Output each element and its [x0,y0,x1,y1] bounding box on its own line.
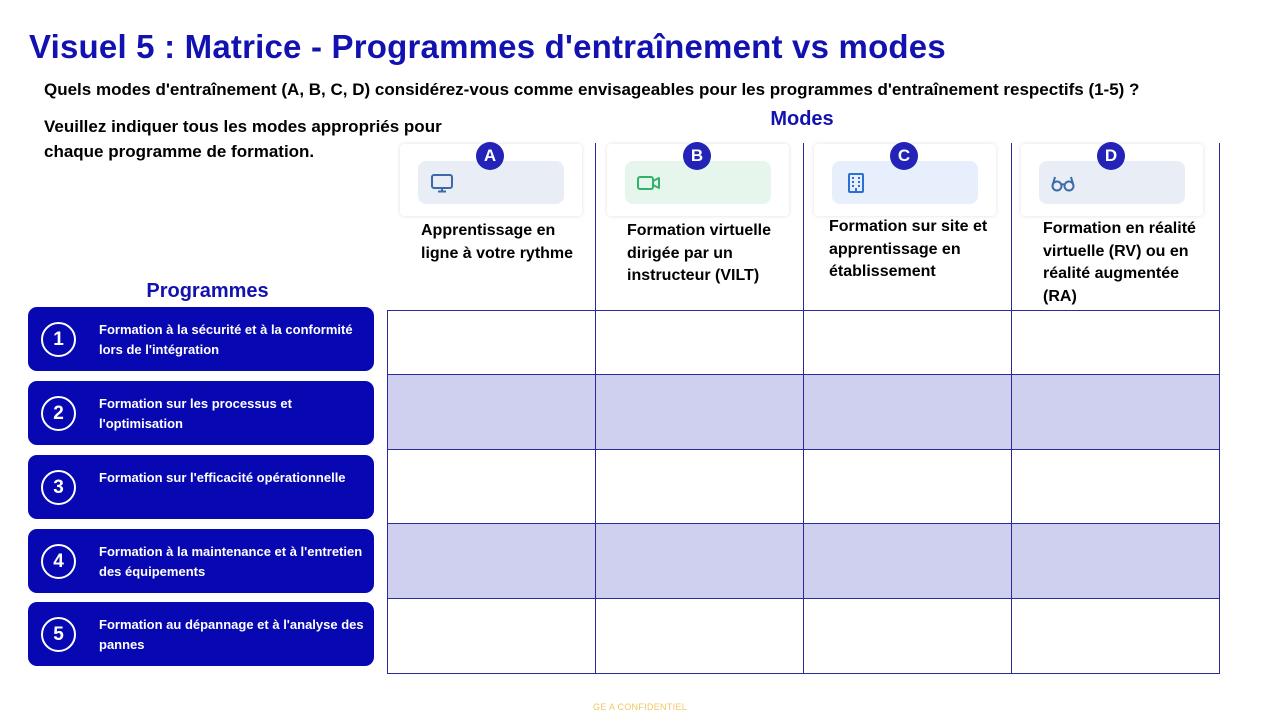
matrix-cell-2-b[interactable] [595,374,803,449]
matrix-cell-4-a[interactable] [387,523,595,598]
matrix-cell-3-b[interactable] [595,449,803,523]
mode-label-c: Formation sur site et apprentissage en établissement [829,218,988,280]
program-label: Formation à la maintenance et à l'entretien des équipements [99,544,363,579]
program-item-5 [28,602,374,666]
grid-vertical-line [1011,143,1012,673]
mode-card-c [814,144,996,216]
program-number: 2 [41,396,76,431]
mode-label-b: Formation virtuelle dirigée par un instructeur (VILT) [627,222,772,284]
program-number: 3 [41,470,76,505]
program-label: Formation à la sécurité et à la conformité lors de l'intégration [99,322,353,357]
program-label: Formation sur l'efficacité opérationnelle [99,470,346,485]
mode-badge-d: D [1097,142,1125,170]
matrix-cell-1-c[interactable] [803,310,1011,374]
mode-label-d: Formation en réalité virtuelle (RV) ou en réalité augmentée (RA) [1043,220,1196,305]
matrix-cell-5-b[interactable] [595,598,803,673]
grid-vertical-line [387,310,388,673]
grid-horizontal-line [387,374,1220,375]
matrix-cell-2-d[interactable] [1011,374,1219,449]
page-title: Visuel 5 : Matrice - Programmes d'entraînement vs modes [29,28,946,65]
matrix-cell-1-d[interactable] [1011,310,1219,374]
matrix-cell-2-c[interactable] [803,374,1011,449]
mode-card-d [1021,144,1203,216]
instruction-text: Veuillez indiquer tous les modes appropriés pour chaque programme de formation. [44,117,442,161]
matrix-cell-3-a[interactable] [387,449,595,523]
matrix-cell-5-c[interactable] [803,598,1011,673]
grid-horizontal-line [387,449,1220,450]
mode-card-a [400,144,582,216]
mode-badge-c: C [890,142,918,170]
matrix-cell-4-b[interactable] [595,523,803,598]
matrix-cell-5-d[interactable] [1011,598,1219,673]
matrix-cell-4-c[interactable] [803,523,1011,598]
grid-vertical-line [803,143,804,673]
matrix-cell-2-a[interactable] [387,374,595,449]
mode-label-a: Apprentissage en ligne à votre rythme [421,222,574,262]
mode-badge-a: A [476,142,504,170]
mode-badge-b: B [683,142,711,170]
confidential-footer: GE A CONFIDENTIEL [592,702,688,712]
grid-vertical-line [1219,310,1220,673]
program-label: Formation sur les processus et l'optimisation [99,396,292,431]
matrix-cell-4-d[interactable] [1011,523,1219,598]
modes-heading: Modes [770,108,834,130]
matrix-cell-1-a[interactable] [387,310,595,374]
grid-horizontal-line [387,310,1220,311]
matrix-cell-1-b[interactable] [595,310,803,374]
programs-heading: Programmes [146,280,269,302]
matrix-cell-3-c[interactable] [803,449,1011,523]
program-item-4 [28,529,374,593]
question-text: Quels modes d'entraînement (A, B, C, D) considérez-vous comme envisageables pour les programmes d'entraînement respectifs (1-5) ? [44,80,1140,99]
program-number: 5 [41,617,76,652]
matrix-cell-3-d[interactable] [1011,449,1219,523]
program-label: Formation au dépannage et à l'analyse des pannes [99,617,364,652]
matrix-cell-5-a[interactable] [387,598,595,673]
grid-vertical-line [1219,143,1220,310]
program-item-3 [28,455,374,519]
grid-horizontal-line [387,598,1220,599]
program-number: 1 [41,322,76,357]
program-item-2 [28,381,374,445]
grid-horizontal-line [387,523,1220,524]
mode-card-b [607,144,789,216]
program-number: 4 [41,544,76,579]
grid-horizontal-line [387,673,1220,674]
grid-vertical-line [595,143,596,673]
program-item-1 [28,307,374,371]
